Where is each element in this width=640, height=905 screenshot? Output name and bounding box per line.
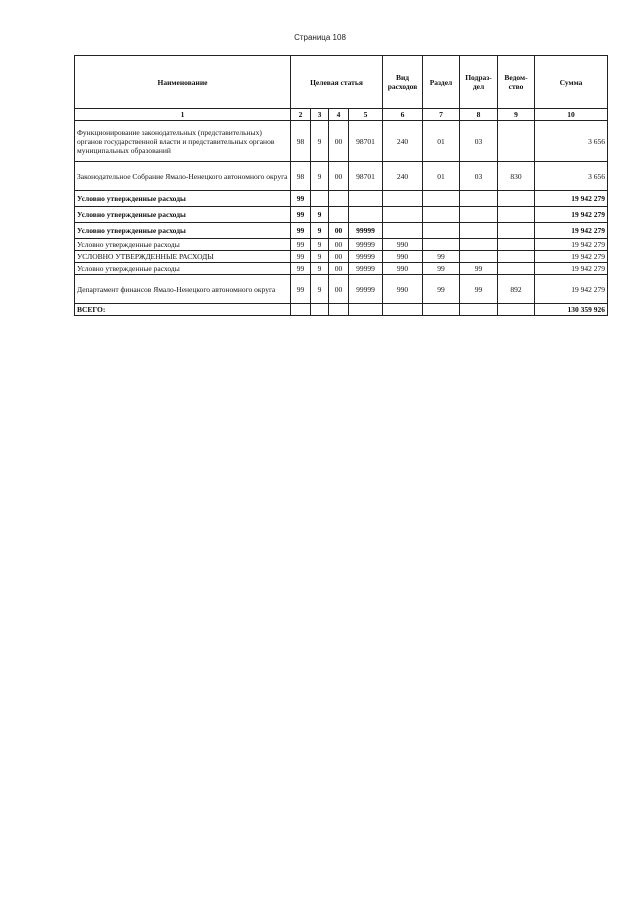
cell: 03 — [460, 162, 498, 191]
cell — [498, 121, 535, 162]
row-name: Департамент финансов Ямало-Ненецкого автономного округа — [75, 275, 291, 304]
cell — [383, 223, 423, 239]
cell — [329, 207, 349, 223]
cell: 990 — [383, 251, 423, 263]
row-name: Условно утвержденные расходы — [75, 239, 291, 251]
cell: 00 — [329, 121, 349, 162]
cell: 99999 — [349, 223, 383, 239]
header-row — [75, 56, 608, 109]
cell: 00 — [329, 223, 349, 239]
cell: 00 — [329, 275, 349, 304]
col-number: 5 — [349, 109, 383, 121]
amount-cell: 3 656 — [535, 121, 608, 162]
cell — [423, 239, 460, 251]
cell: 99 — [291, 275, 311, 304]
col-number: 1 — [75, 109, 291, 121]
table-row — [75, 207, 608, 223]
table-row — [75, 162, 608, 191]
cell: 240 — [383, 162, 423, 191]
cell: 9 — [311, 223, 329, 239]
col-number: 6 — [383, 109, 423, 121]
cell — [423, 191, 460, 207]
col-number: 2 — [291, 109, 311, 121]
cell — [460, 251, 498, 263]
col-number: 9 — [498, 109, 535, 121]
cell: 892 — [498, 275, 535, 304]
cell — [460, 304, 498, 316]
header-department: Ведом-ство — [498, 56, 535, 109]
cell — [311, 304, 329, 316]
cell: 99999 — [349, 263, 383, 275]
cell: 01 — [423, 162, 460, 191]
amount-cell: 19 942 279 — [535, 191, 608, 207]
col-number: 3 — [311, 109, 329, 121]
total-amount: 130 359 926 — [535, 304, 608, 316]
cell: 99 — [460, 263, 498, 275]
row-name: УСЛОВНО УТВЕРЖДЕННЫЕ РАСХОДЫ — [75, 251, 291, 263]
cell: 99 — [291, 239, 311, 251]
cell — [291, 304, 311, 316]
amount-cell: 19 942 279 — [535, 275, 608, 304]
cell — [498, 191, 535, 207]
budget-table — [74, 55, 608, 316]
cell — [383, 191, 423, 207]
cell: 00 — [329, 162, 349, 191]
cell: 99 — [423, 275, 460, 304]
cell — [349, 191, 383, 207]
row-name: Функционирование законодательных (представительных) органов государственной власти и представительных органов муниципальных образований — [75, 121, 291, 162]
cell — [329, 304, 349, 316]
header-expense-type: Вид расходов — [383, 56, 423, 109]
amount-cell: 19 942 279 — [535, 223, 608, 239]
cell: 03 — [460, 121, 498, 162]
cell: 9 — [311, 121, 329, 162]
cell: 9 — [311, 162, 329, 191]
cell: 99999 — [349, 275, 383, 304]
row-name: Условно утвержденные расходы — [75, 191, 291, 207]
cell: 98 — [291, 121, 311, 162]
amount-cell: 19 942 279 — [535, 251, 608, 263]
cell — [423, 304, 460, 316]
cell: 99 — [291, 207, 311, 223]
header-name: Наименование — [75, 56, 291, 109]
cell — [423, 207, 460, 223]
col-number: 4 — [329, 109, 349, 121]
cell — [329, 191, 349, 207]
cell: 99 — [423, 263, 460, 275]
cell: 9 — [311, 207, 329, 223]
cell: 99 — [291, 251, 311, 263]
table-row — [75, 223, 608, 239]
cell — [498, 304, 535, 316]
cell: 00 — [329, 251, 349, 263]
cell — [349, 207, 383, 223]
cell: 99 — [460, 275, 498, 304]
cell: 990 — [383, 263, 423, 275]
cell: 990 — [383, 275, 423, 304]
cell: 240 — [383, 121, 423, 162]
cell — [423, 223, 460, 239]
row-name: Законодательное Собрание Ямало-Ненецкого автономного округа — [75, 162, 291, 191]
table-row — [75, 263, 608, 275]
col-number: 7 — [423, 109, 460, 121]
cell: 00 — [329, 239, 349, 251]
page-label: Страница 108 — [294, 33, 346, 42]
cell — [349, 304, 383, 316]
cell: 99999 — [349, 251, 383, 263]
col-number: 8 — [460, 109, 498, 121]
cell: 99999 — [349, 239, 383, 251]
cell — [498, 239, 535, 251]
cell: 9 — [311, 251, 329, 263]
row-name: Условно утвержденные расходы — [75, 223, 291, 239]
cell: 99 — [291, 223, 311, 239]
cell: 98701 — [349, 121, 383, 162]
cell: 9 — [311, 239, 329, 251]
cell — [498, 263, 535, 275]
header-amount: Сумма — [535, 56, 608, 109]
header-subsection: Подраз-дел — [460, 56, 498, 109]
cell — [460, 223, 498, 239]
cell: 99 — [291, 263, 311, 275]
cell: 9 — [311, 275, 329, 304]
cell — [498, 223, 535, 239]
table-row — [75, 191, 608, 207]
col-number: 10 — [535, 109, 608, 121]
row-name: Условно утвержденные расходы — [75, 207, 291, 223]
table-row — [75, 275, 608, 304]
amount-cell: 19 942 279 — [535, 239, 608, 251]
amount-cell: 19 942 279 — [535, 263, 608, 275]
total-label: ВСЕГО: — [75, 304, 291, 316]
table-row — [75, 239, 608, 251]
table-row — [75, 121, 608, 162]
table-row — [75, 251, 608, 263]
cell — [311, 191, 329, 207]
cell: 00 — [329, 263, 349, 275]
header-section: Раздел — [423, 56, 460, 109]
header-target: Целевая статья — [291, 56, 383, 109]
cell: 98 — [291, 162, 311, 191]
cell — [498, 207, 535, 223]
cell — [498, 251, 535, 263]
cell: 830 — [498, 162, 535, 191]
cell: 990 — [383, 239, 423, 251]
cell — [383, 304, 423, 316]
cell — [460, 239, 498, 251]
amount-cell: 3 656 — [535, 162, 608, 191]
cell — [460, 191, 498, 207]
total-row — [75, 304, 608, 316]
cell: 99 — [423, 251, 460, 263]
cell: 99 — [291, 191, 311, 207]
cell — [383, 207, 423, 223]
column-number-row — [75, 109, 608, 121]
amount-cell: 19 942 279 — [535, 207, 608, 223]
cell: 01 — [423, 121, 460, 162]
cell: 9 — [311, 263, 329, 275]
cell: 98701 — [349, 162, 383, 191]
row-name: Условно утвержденные расходы — [75, 263, 291, 275]
cell — [460, 207, 498, 223]
